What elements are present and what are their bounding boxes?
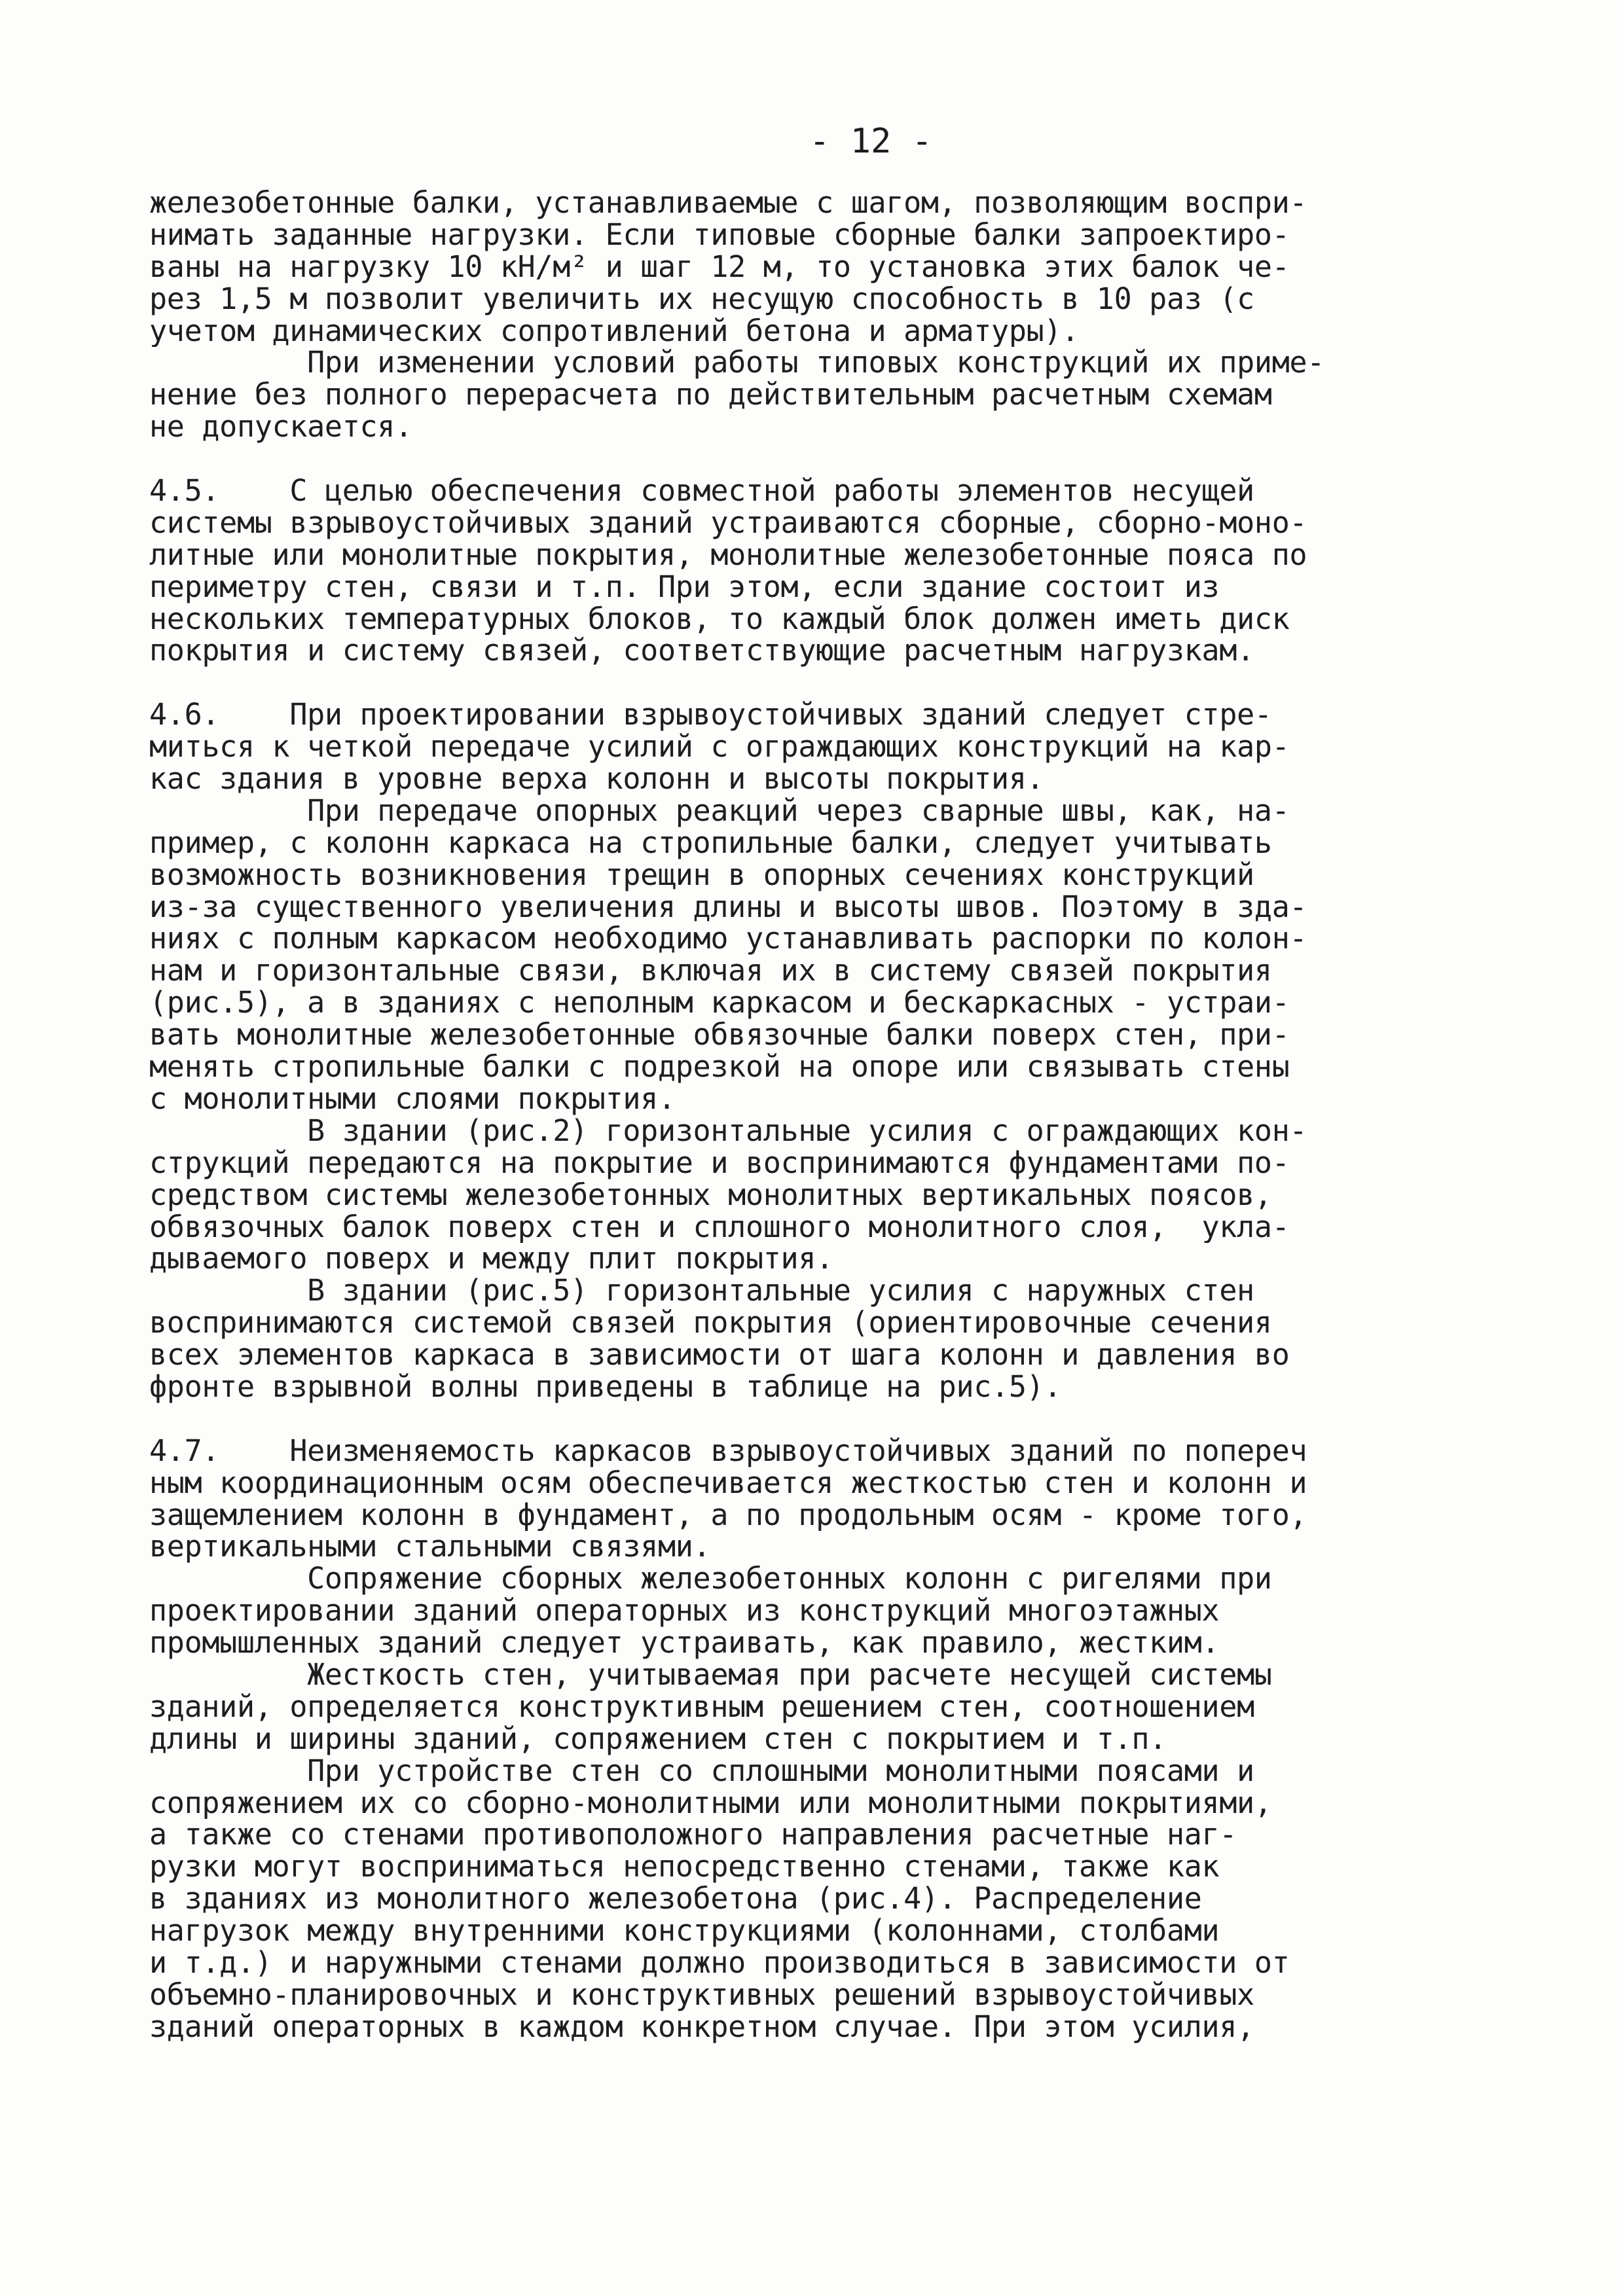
- text-line: (рис.5), а в зданиях с неполным каркасом и бескаркасных - устраи-: [149, 987, 1290, 1020]
- text-line: обвязочных балок поверх стен и сплошного монолитного слоя, укла-: [149, 1211, 1290, 1244]
- text-line: 4.5. С целью обеспечения совместной работы элементов несущей: [149, 475, 1254, 507]
- paragraph-para-cont: [149, 187, 1485, 443]
- text-line: нение без полного перерасчета по действительным расчетным схемам: [149, 379, 1272, 412]
- text-line: ниях с полным каркасом необходимо устанавливать распорки по колон-: [149, 923, 1307, 956]
- text-line: ваны на нагрузку 10 кН/м² и шаг 12 м, то установка этих балок че-: [149, 251, 1290, 283]
- text-line: нагрузок между внутренними конструкциями (колоннами, столбами: [149, 1915, 1220, 1947]
- text-line: рузки могут восприниматься непосредственно стенами, также как: [149, 1851, 1220, 1884]
- text-line: зданий операторных в каждом конкретном случае. При этом усилия,: [149, 2011, 1254, 2043]
- text-line: дываемого поверх и между плит покрытия.: [149, 1243, 833, 1276]
- paragraph-gap: [149, 443, 1485, 475]
- paragraph-para-4-6: [149, 699, 1485, 1403]
- text-line: нескольких температурных блоков, то каждый блок должен иметь диск: [149, 603, 1290, 636]
- text-line: нимать заданные нагрузки. Если типовые сборные балки запроектиро-: [149, 219, 1290, 251]
- text-line: 4.7. Неизменяемость каркасов взрывоустойчивых зданий по попереч: [149, 1435, 1307, 1467]
- page-number: - 12 -: [809, 122, 932, 161]
- text-line: В здании (рис.5) горизонтальные усилия с наружных стен: [149, 1275, 1254, 1308]
- text-line: периметру стен, связи и т.п. При этом, если здание состоит из: [149, 571, 1220, 603]
- text-line: 4.6. При проектировании взрывоустойчивых зданий следует стре-: [149, 699, 1272, 732]
- text-line: ным координационным осям обеспечивается жесткостью стен и колонн и: [149, 1467, 1307, 1499]
- text-line: пример, с колонн каркаса на стропильные балки, следует учитывать: [149, 827, 1272, 859]
- text-line: нам и горизонтальные связи, включая их в систему связей покрытия: [149, 955, 1272, 988]
- text-line: литные или монолитные покрытия, монолитные железобетонные пояса по: [149, 539, 1307, 571]
- text-line: покрытия и систему связей, соответствующие расчетным нагрузкам.: [149, 635, 1254, 668]
- text-line: При изменении условий работы типовых конструкций их приме-: [149, 347, 1325, 380]
- text-line: промышленных зданий следует устраивать, как правило, жестким.: [149, 1627, 1220, 1659]
- paragraph-gap: [149, 1403, 1485, 1435]
- text-line: а также со стенами противоположного направления расчетные наг-: [149, 1819, 1237, 1852]
- text-line: сопряжением их со сборно-монолитными или монолитными покрытиями,: [149, 1787, 1272, 1820]
- text-line: струкций передаются на покрытие и воспринимаются фундаментами по-: [149, 1147, 1290, 1179]
- text-line: кас здания в уровне верха колонн и высоты покрытия.: [149, 763, 1044, 795]
- text-line: вертикальными стальными связями.: [149, 1531, 711, 1564]
- text-line: не допускается.: [149, 411, 412, 444]
- text-line: рез 1,5 м позволит увеличить их несущую способность в 10 раз (с: [149, 283, 1254, 315]
- text-line: воспринимаются системой связей покрытия (ориентировочные сечения: [149, 1307, 1272, 1340]
- text-line: фронте взрывной волны приведены в таблице на рис.5).: [149, 1371, 1062, 1403]
- text-line: менять стропильные балки с подрезкой на опоре или связывать стены: [149, 1051, 1290, 1083]
- paragraph-para-4-7: [149, 1435, 1485, 2043]
- text-line: средством системы железобетонных монолитных вертикальных поясов,: [149, 1179, 1272, 1211]
- text-line: с монолитными слоями покрытия.: [149, 1083, 676, 1115]
- text-line: всех элементов каркаса в зависимости от шага колонн и давления во: [149, 1339, 1290, 1371]
- text-line: проектировании зданий операторных из конструкций многоэтажных: [149, 1595, 1220, 1628]
- text-line: и т.д.) и наружными стенами должно производиться в зависимости от: [149, 1946, 1290, 1979]
- paragraph-para-4-5: [149, 475, 1485, 667]
- text-line: Жесткость стен, учитываемая при расчете несущей системы: [149, 1659, 1272, 1691]
- paragraph-gap: [149, 667, 1485, 699]
- text-line: миться к четкой передаче усилий с ограждающих конструкций на кар-: [149, 731, 1290, 764]
- text-line: в зданиях из монолитного железобетона (рис.4). Распределение: [149, 1883, 1202, 1916]
- document-body: [149, 187, 1485, 2043]
- text-line: зданий, определяется конструктивным решением стен, соотношением: [149, 1691, 1254, 1723]
- text-line: В здании (рис.2) горизонтальные усилия с ограждающих кон-: [149, 1115, 1307, 1147]
- text-line: системы взрывоустойчивых зданий устраиваются сборные, сборно-моно-: [149, 507, 1307, 539]
- text-line: вать монолитные железобетонные обвязочные балки поверх стен, при-: [149, 1019, 1290, 1052]
- text-line: железобетонные балки, устанавливаемые с шагом, позволяющим воспри-: [149, 187, 1307, 219]
- text-line: длины и ширины зданий, сопряжением стен с покрытием и т.п.: [149, 1723, 1167, 1755]
- text-line: из-за существенного увеличения длины и высоты швов. Поэтому в зда-: [149, 891, 1307, 924]
- text-line: объемно-планировочных и конструктивных решений взрывоустойчивых: [149, 1979, 1254, 2011]
- text-line: учетом динамических сопротивлений бетона и арматуры).: [149, 315, 1079, 348]
- text-line: При передаче опорных реакций через сварные швы, как, на-: [149, 795, 1290, 827]
- text-line: защемлением колонн в фундамент, а по продольным осям - кроме того,: [149, 1499, 1307, 1532]
- text-line: При устройстве стен со сплошными монолитными поясами и: [149, 1755, 1254, 1787]
- text-line: Сопряжение сборных железобетонных колонн с ригелями при: [149, 1563, 1272, 1596]
- text-line: возможность возникновения трещин в опорных сечениях конструкций: [149, 859, 1254, 891]
